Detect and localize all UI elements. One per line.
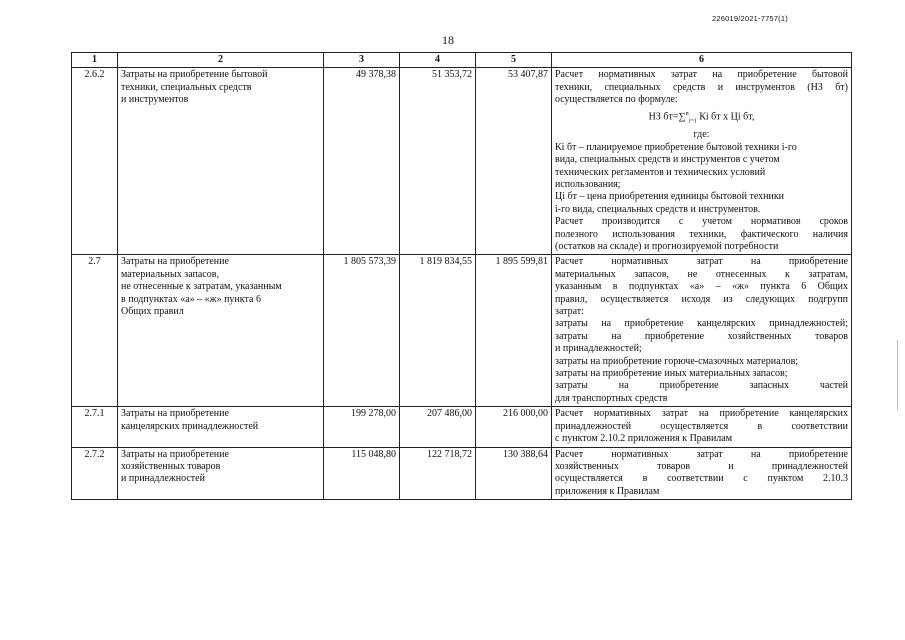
row-name: Затраты на приобретение хозяйственных товаров и принадлежностей — [118, 447, 324, 500]
value-col3: 199 278,00 — [324, 407, 400, 447]
table-row — [72, 255, 852, 407]
value-col3: 49 378,38 — [324, 68, 400, 255]
table-row — [72, 68, 852, 255]
col-header: 5 — [476, 53, 552, 68]
table-row — [72, 447, 852, 500]
row-name: Затраты на приобретение бытовой техники, специальных средств и инструментов — [118, 68, 324, 255]
document-number: 226019/2021-7757(1) — [712, 14, 788, 23]
row-code: 2.7 — [72, 255, 118, 407]
value-col4: 122 718,72 — [400, 447, 476, 500]
row-code: 2.7.2 — [72, 447, 118, 500]
value-col5: 1 895 599,81 — [476, 255, 552, 407]
table-header-row — [72, 53, 852, 68]
page-number: 18 — [442, 33, 454, 47]
col-header: 4 — [400, 53, 476, 68]
cost-table — [71, 52, 852, 500]
col-header: 2 — [118, 53, 324, 68]
value-col3: 1 805 573,39 — [324, 255, 400, 407]
col-header: 6 — [552, 53, 852, 68]
row-code: 2.6.2 — [72, 68, 118, 255]
row-name: Затраты на приобретение канцелярских принадлежностей — [118, 407, 324, 447]
row-description: Расчет нормативных затрат на приобретение хозяйственных товаров и принадлежностей осуществляется в соответствии с пунктом 2.10.3 приложения к Правилам — [552, 447, 852, 500]
value-col4: 51 353,72 — [400, 68, 476, 255]
value-col5: 130 388,64 — [476, 447, 552, 500]
row-name: Затраты на приобретение материальных запасов, не отнесенные к затратам, указанным в подпунктах «а» – «ж» пункта 6 Общих правил — [118, 255, 324, 407]
formula: НЗ бт=∑$^n_{i=1}$ Кi бт х Цi бт, — [648, 110, 755, 124]
row-description: Расчет нормативных затрат на приобретение канцелярских принадлежностей осуществляется в соответствии с пунктом 2.10.2 приложения к Правилам — [552, 407, 852, 447]
table-row — [72, 407, 852, 447]
value-col3: 115 048,80 — [324, 447, 400, 500]
row-code: 2.7.1 — [72, 407, 118, 447]
value-col5: 216 000,00 — [476, 407, 552, 447]
col-header: 3 — [324, 53, 400, 68]
row-description: Расчет нормативных затрат на приобретение материальных запасов, не отнесенных к затратам, указанным в подпунктах «а» – «ж» пункта 6 Общих правил, осуществляется исходя из следующих подгрупп затрат: затраты на приобретение канцелярских принадлежностей; затраты на приобретение хозяйственных товаров и принадлежностей; затраты на приобретение горюче-смазочных материалов; затраты на приобретение иных материальных запасов; затраты на приобретение запасных частей для транспортных средств — [552, 255, 852, 407]
value-col4: 207 486,00 — [400, 407, 476, 447]
col-header: 1 — [72, 53, 118, 68]
scan-edge-mark — [897, 340, 898, 410]
value-col5: 53 407,87 — [476, 68, 552, 255]
row-description: Расчет нормативных затрат на приобретение бытовой техники, специальных средств и инструментов (НЗ бт) осуществляется по формуле: НЗ бт=∑$^n_{i=1}$ Кi бт х Цi бт, где: Кi бт – планируемое приобретение бытовой техники i-го вида, специальных средств и инструментов с учетом технических регламентов и технических условий использования; Цi бт – цена приобретения единицы бытовой техники i-го вида, специальных средств и инструментов. Расчет производится с учетом нормативов сроков полезного использования техники, фактического наличия (остатков на складе) и прогнозируемой потребности — [552, 68, 852, 255]
value-col4: 1 819 834,55 — [400, 255, 476, 407]
